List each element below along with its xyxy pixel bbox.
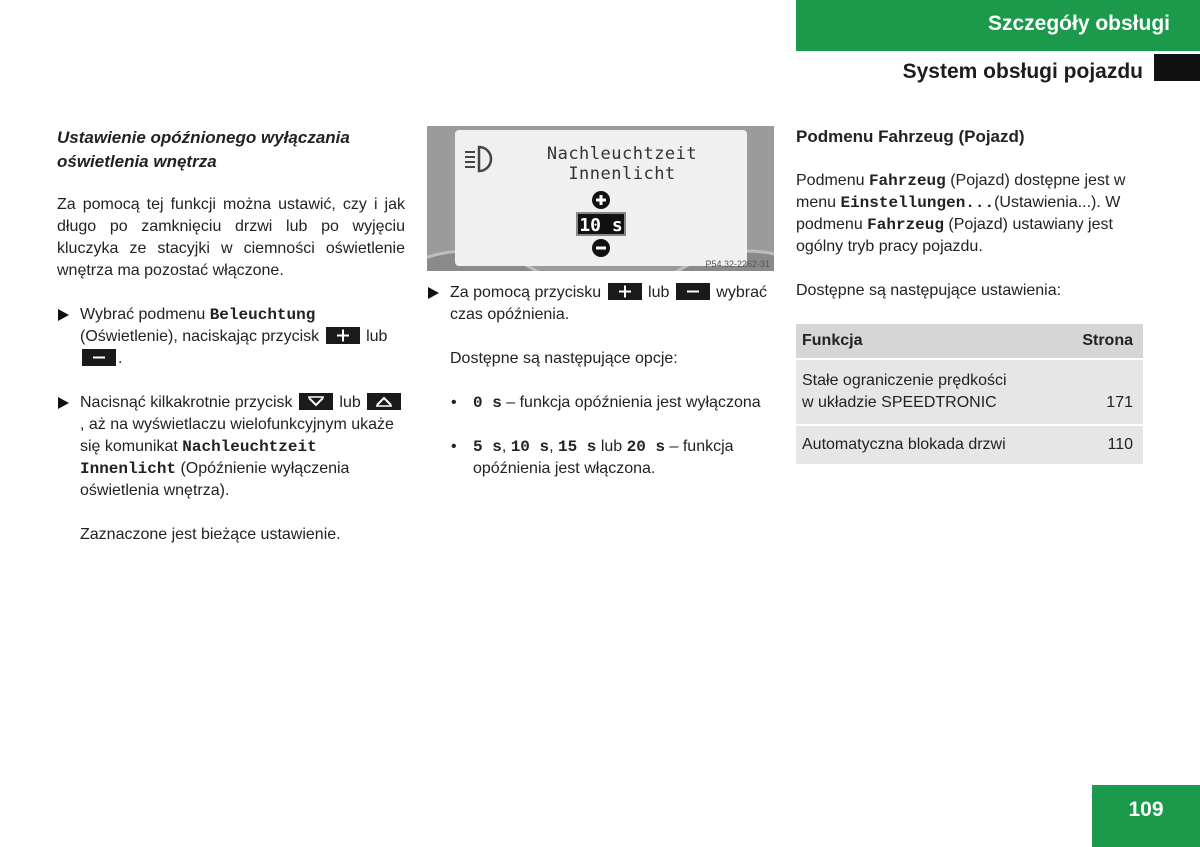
multifunction-display-image [427, 126, 774, 271]
options-intro: Dostępne są następujące opcje: [450, 350, 678, 367]
code-beleuchtung: Beleuchtung [209, 306, 316, 324]
up-key-icon [367, 393, 401, 410]
minus-key-icon [82, 349, 116, 366]
code-nachleuchtzeit: Nachleuchtzeit Innenlicht [80, 438, 317, 478]
section-header-bar [796, 0, 1200, 51]
page-number: 109 [1092, 785, 1200, 847]
header-marker [1154, 54, 1200, 81]
instruction-step-2: Nacisnąć kilkakrotnie przycisk lub , aż na wyświetlaczu wielofunkcyjnym ukaże się komunikat Nachleuchtzeit Innenlicht (Opóźnienie wyłączenia oświetlenia wnętrza). [57, 392, 405, 502]
display-line-2: Innenlicht [568, 164, 676, 184]
instruction-step-3: Za pomocą przycisku lub wybrać czas opóźnienia. [427, 282, 775, 326]
table-row: Automatyczna blokada drzwi 110 [796, 425, 1143, 465]
instruction-step-1: Wybrać podmenu Beleuchtung (Oświetlenie), naciskając przycisk lub . [57, 304, 405, 370]
column-right [796, 126, 1144, 466]
submenu-paragraph: Podmenu Fahrzeug (Pojazd) dostępne jest w menu Einstellungen...(Ustawienia...). W podmenu Fahrzeug (Pojazd) ustawiany jest ogólny tryb pracy pojazdu. [796, 172, 1126, 255]
submenu-heading: Podmenu Fahrzeug (Pojazd) [796, 127, 1025, 146]
down-key-icon [299, 393, 333, 410]
plus-key-icon [326, 327, 360, 344]
column-middle [427, 282, 775, 502]
option-list-item: • 5 s, 10 s, 15 s lub 20 s – funkcja opóźnienia jest włączona. [427, 436, 775, 480]
section-title: Szczegóły obsługi [987, 12, 1170, 35]
table-header-page: Strona [1067, 324, 1143, 359]
intro-paragraph: Za pomocą tej funkcji można ustawić, czy i jak długo po zamknięciu drzwi lub po wyjęciu kluczyka ze stacyjki w ciemności oświetlenie wnętrza ma pozostać włączone. [57, 196, 405, 279]
image-reference: P54.32-2262-31 [705, 259, 770, 269]
plus-key-icon [608, 283, 642, 300]
settings-table [796, 324, 1143, 466]
option-list-item: • 0 s – funkcja opóźnienia jest wyłączona [427, 392, 775, 414]
table-header-function: Funkcja [796, 324, 1067, 359]
subsection-title: System obsługi pojazdu [902, 60, 1143, 83]
display-minus-icon [591, 238, 611, 258]
step-arrow-icon [428, 287, 439, 299]
note-paragraph: Zaznaczone jest bieżące ustawienie. [80, 526, 341, 543]
settings-intro: Dostępne są następujące ustawienia: [796, 282, 1062, 299]
display-line-1: Nachleuchtzeit [546, 144, 698, 164]
step-arrow-icon [58, 397, 69, 409]
table-row: Stałe ograniczenie prędkości w układzie SPEEDTRONIC 171 [796, 359, 1143, 425]
section-heading: Ustawienie opóźnionego wyłączania oświetlenia wnętrza [57, 128, 350, 171]
column-left [57, 126, 405, 568]
display-plus-icon [591, 190, 611, 210]
minus-key-icon [676, 283, 710, 300]
display-value: 10 s [576, 212, 626, 236]
display-screen [455, 130, 747, 266]
step-arrow-icon [58, 309, 69, 321]
